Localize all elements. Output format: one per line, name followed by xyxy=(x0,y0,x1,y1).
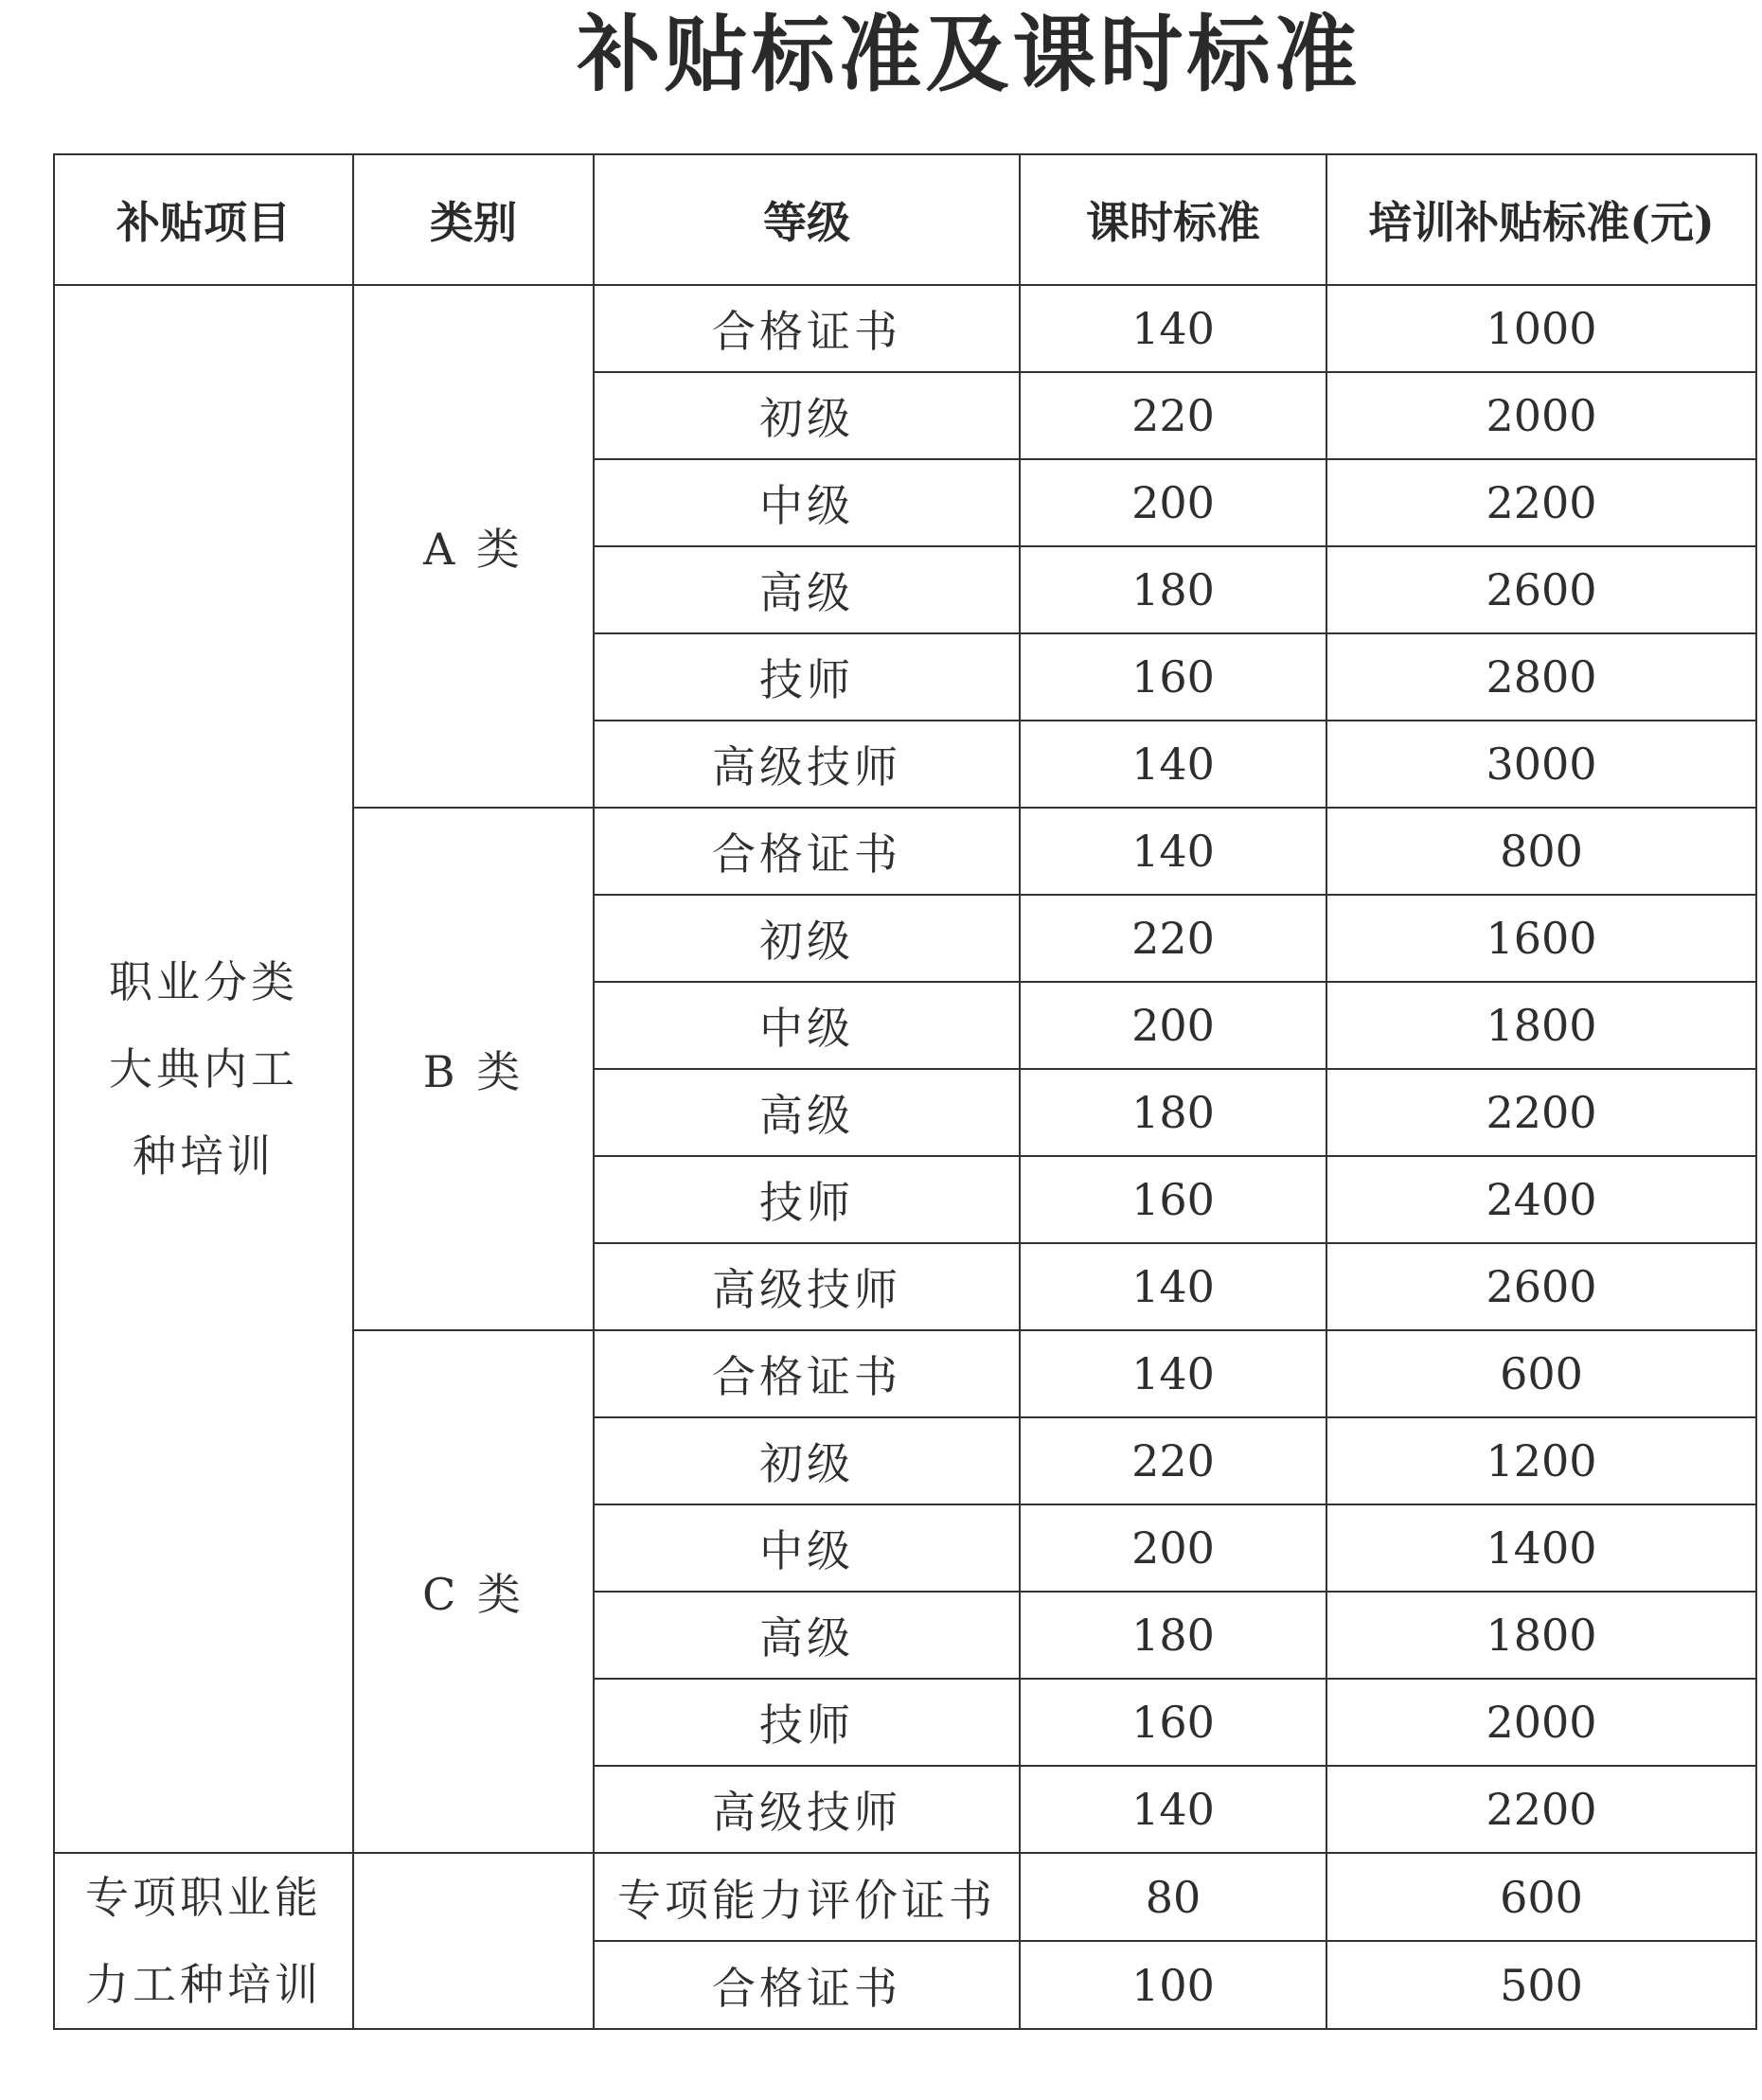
subsidy-cell: 2200 xyxy=(1326,1766,1756,1853)
subsidy-cell: 600 xyxy=(1326,1330,1756,1417)
subsidy-cell: 1800 xyxy=(1326,982,1756,1069)
item-line: 职业分类 xyxy=(109,956,298,1007)
header-item: 补贴项目 xyxy=(54,154,353,285)
subsidy-cell: 1400 xyxy=(1326,1504,1756,1592)
level-cell: 初级 xyxy=(594,895,1020,982)
header-subsidy: 培训补贴标准(元) xyxy=(1326,154,1756,285)
page-title: 补贴标准及课时标准 xyxy=(577,5,1362,103)
level-cell: 高级 xyxy=(594,1069,1020,1156)
item-line: 力工种培训 xyxy=(85,1959,322,2010)
item-line: 大典内工 xyxy=(109,1043,298,1094)
level-cell: 合格证书 xyxy=(594,285,1020,372)
table-body xyxy=(54,285,1756,2029)
hours-cell: 220 xyxy=(1020,1417,1326,1504)
level-cell: 初级 xyxy=(594,1417,1020,1504)
hours-cell: 200 xyxy=(1020,982,1326,1069)
hours-cell: 160 xyxy=(1020,1679,1326,1766)
table-header-row xyxy=(54,154,1756,285)
hours-cell: 80 xyxy=(1020,1853,1326,1941)
subsidy-cell: 2200 xyxy=(1326,1069,1756,1156)
hours-cell: 140 xyxy=(1020,1243,1326,1330)
category-cell: A 类 xyxy=(353,285,594,808)
level-cell: 高级技师 xyxy=(594,1766,1020,1853)
level-cell: 高级 xyxy=(594,1592,1020,1679)
hours-cell: 140 xyxy=(1020,285,1326,372)
item-cell-occupational xyxy=(54,285,353,1853)
level-cell: 合格证书 xyxy=(594,808,1020,895)
item-line: 种培训 xyxy=(133,1130,275,1182)
hours-cell: 180 xyxy=(1020,1069,1326,1156)
level-cell: 合格证书 xyxy=(594,1941,1020,2029)
category-cell: B 类 xyxy=(353,808,594,1330)
level-cell: 合格证书 xyxy=(594,1330,1020,1417)
subsidy-cell: 500 xyxy=(1326,1941,1756,2029)
subsidy-cell: 2200 xyxy=(1326,459,1756,546)
hours-cell: 100 xyxy=(1020,1941,1326,2029)
subsidy-table xyxy=(53,153,1757,2030)
hours-cell: 160 xyxy=(1020,1156,1326,1243)
hours-cell: 200 xyxy=(1020,459,1326,546)
level-cell: 技师 xyxy=(594,1679,1020,1766)
hours-cell: 180 xyxy=(1020,546,1326,633)
level-cell: 中级 xyxy=(594,982,1020,1069)
hours-cell: 140 xyxy=(1020,808,1326,895)
subsidy-cell: 2000 xyxy=(1326,1679,1756,1766)
hours-cell: 140 xyxy=(1020,721,1326,808)
level-cell: 专项能力评价证书 xyxy=(594,1853,1020,1941)
subsidy-cell: 600 xyxy=(1326,1853,1756,1941)
hours-cell: 220 xyxy=(1020,895,1326,982)
hours-cell: 200 xyxy=(1020,1504,1326,1592)
level-cell: 中级 xyxy=(594,1504,1020,1592)
level-cell: 高级技师 xyxy=(594,721,1020,808)
subsidy-cell: 800 xyxy=(1326,808,1756,895)
hours-cell: 180 xyxy=(1020,1592,1326,1679)
level-cell: 高级 xyxy=(594,546,1020,633)
subsidy-cell: 2000 xyxy=(1326,372,1756,459)
table-row xyxy=(54,1853,1756,1941)
item-line: 专项职业能 xyxy=(85,1872,322,1923)
category-cell xyxy=(353,1853,594,2029)
subsidy-cell: 2400 xyxy=(1326,1156,1756,1243)
category-cell: C 类 xyxy=(353,1330,594,1853)
subsidy-cell: 1600 xyxy=(1326,895,1756,982)
subsidy-cell: 2600 xyxy=(1326,546,1756,633)
subsidy-cell: 2800 xyxy=(1326,633,1756,721)
header-hours: 课时标准 xyxy=(1020,154,1326,285)
subsidy-cell: 1200 xyxy=(1326,1417,1756,1504)
level-cell: 高级技师 xyxy=(594,1243,1020,1330)
header-level: 等级 xyxy=(594,154,1020,285)
hours-cell: 160 xyxy=(1020,633,1326,721)
hours-cell: 220 xyxy=(1020,372,1326,459)
level-cell: 技师 xyxy=(594,1156,1020,1243)
level-cell: 初级 xyxy=(594,372,1020,459)
subsidy-cell: 3000 xyxy=(1326,721,1756,808)
header-category: 类别 xyxy=(353,154,594,285)
level-cell: 技师 xyxy=(594,633,1020,721)
subsidy-cell: 2600 xyxy=(1326,1243,1756,1330)
subsidy-cell: 1800 xyxy=(1326,1592,1756,1679)
hours-cell: 140 xyxy=(1020,1330,1326,1417)
hours-cell: 140 xyxy=(1020,1766,1326,1853)
subsidy-cell: 1000 xyxy=(1326,285,1756,372)
table-row xyxy=(54,285,1756,372)
level-cell: 中级 xyxy=(594,459,1020,546)
item-cell-special xyxy=(54,1853,353,2029)
